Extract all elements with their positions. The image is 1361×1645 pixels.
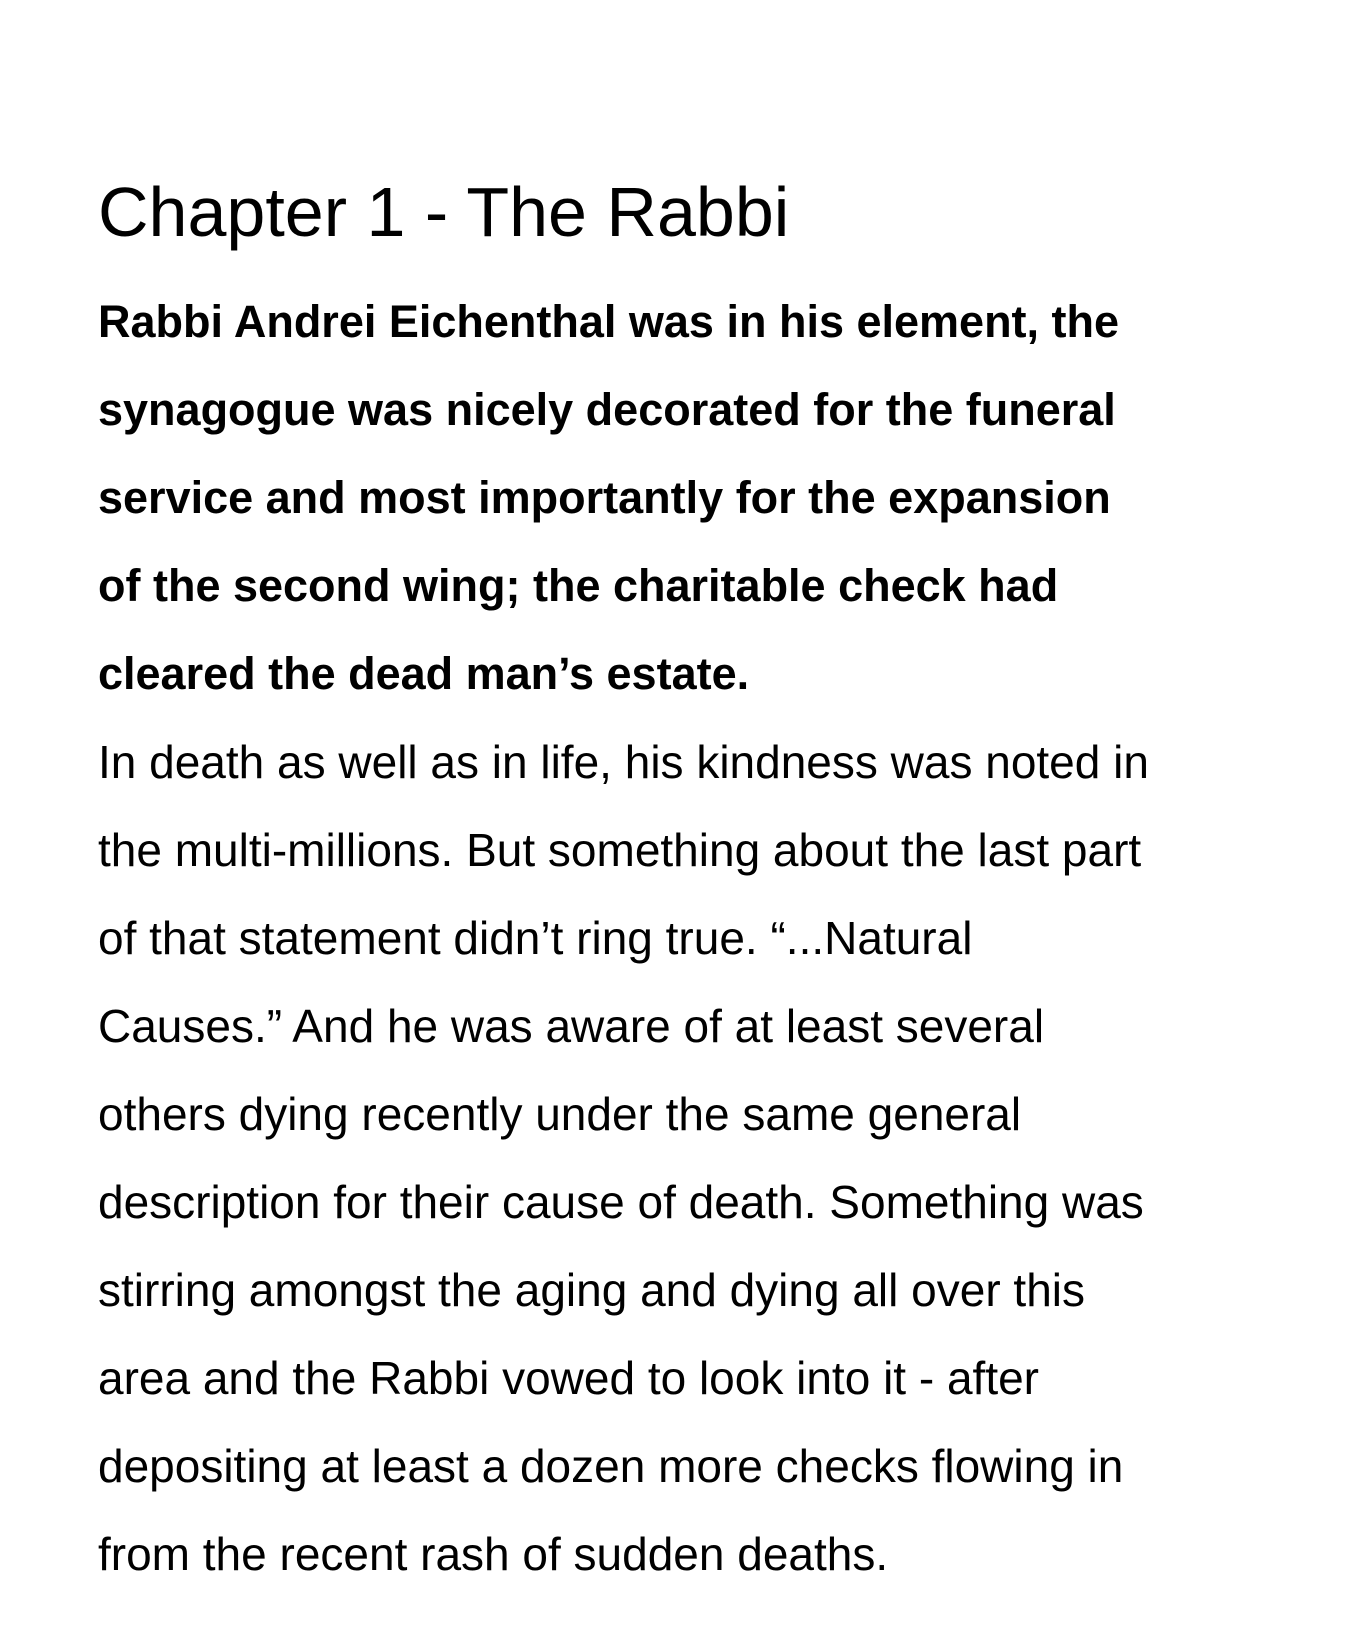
body-line: from the recent rash of sudden deaths. — [98, 1528, 889, 1580]
intro-line: of the second wing; the charitable check had — [98, 560, 1059, 611]
body-line: others dying recently under the same general — [98, 1088, 1022, 1140]
body-line: In death as well as in life, his kindness was noted in — [98, 736, 1149, 788]
body-line: depositing at least a dozen more checks flowing in — [98, 1440, 1124, 1492]
body-paragraph — [98, 718, 1338, 1598]
body-line: the multi-millions. But something about the last part — [98, 824, 1142, 876]
intro-line: cleared the dead man’s estate. — [98, 648, 750, 699]
chapter-title: Chapter 1 - The Rabbi — [98, 173, 790, 251]
body-line: Causes.” And he was aware of at least several — [98, 1000, 1045, 1052]
intro-line: Rabbi Andrei Eichenthal was in his element, the — [98, 296, 1120, 347]
intro-line: service and most importantly for the expansion — [98, 472, 1111, 523]
body-line: of that statement didn’t ring true. “...Natural — [98, 912, 973, 964]
body-line: stirring amongst the aging and dying all over this — [98, 1264, 1086, 1316]
intro-paragraph — [98, 278, 1338, 718]
body-line: area and the Rabbi vowed to look into it - after — [98, 1352, 1040, 1404]
body-line: description for their cause of death. Something was — [98, 1176, 1144, 1228]
intro-line: synagogue was nicely decorated for the funeral — [98, 384, 1116, 435]
